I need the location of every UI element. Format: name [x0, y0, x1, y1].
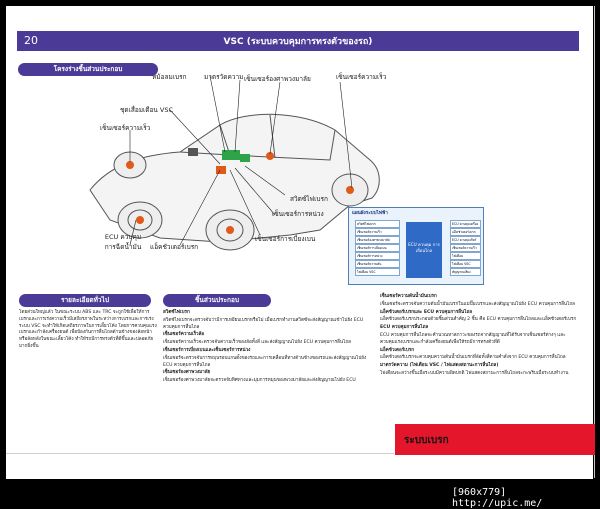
component-text: แอ็คชัวเตอร์เบรกจะควบคุมความดันน้ำมันเบรกที่ล้อทั้งสี่ตามคำสั่งจาก ECU ควบคุมการลื่นไถล: [380, 355, 566, 361]
general-details-heading: รายละเอียดทั่วไป: [19, 294, 151, 307]
component-heading: สวิตซ์ไฟเบรก: [163, 310, 190, 315]
component-layout-heading: โครงร่างชิ้นส่วนประกอบ: [18, 63, 158, 76]
diagram-input: เซ็นเซอร์ความดัน: [355, 260, 400, 268]
diagram-title: แผนผังระบบไฟฟ้า: [352, 211, 388, 216]
component-text: เซ็นเซอร์จะตรวจจับการหมุนรอบแกนตั้งของรถและการเคลื่อนที่ทางด้านข้างของรถและส่งสัญญาณไปยัง ECU ควบคุมการลื่นไถล: [163, 355, 367, 368]
component-heading: แอ็คชัวเตอร์เบรก: [380, 347, 415, 353]
component-text: แอ็คชัวเตอร์เบรกประกอบด้วยชิ้นส่วนสำคัญ 2 ชิ้น คือ ECU ควบคุมการลื่นไถลและแอ็คชัวเตอร์เบรก: [380, 317, 577, 323]
footer-chapter-label: ระบบเบรก: [404, 435, 449, 446]
electrical-system-diagram: [348, 207, 484, 285]
page-edge-line: [594, 6, 595, 478]
component-text: เซ็นเซอร์องศาพวงมาลัยจะตรวจจับทิศทางและมุมการหมุนของพวงมาลัยและส่งสัญญาณไปยัง ECU: [163, 378, 356, 384]
component-heading: มาตรวัดความ (ไฟเตือน VSC / ไฟแสดงสถานะการลื่นไถล): [380, 363, 499, 369]
diagram-input: ไฟเตือน VSC: [355, 268, 400, 276]
component-text: เซ็นเซอร์ความเร็วจะตรวจจับความเร็วของล้อทั้งสี่ และส่งสัญญาณไปยัง ECU ควบคุมการลื่นไถล: [163, 340, 351, 346]
car-illustration: [70, 70, 390, 255]
diagram-output: ECU ควบคุมเครื่อง: [450, 220, 481, 228]
diagram-input: เซ็นเซอร์การหน่วง: [355, 252, 400, 260]
label-brake-light-switch: สวิตซ์ไฟเบรก: [290, 195, 328, 203]
component-text: ECU ควบคุมการลื่นไถลจะคำนวณหาสภาวะของรถจากสัญญาณที่ได้รับจากเซ็นเซอร์ต่างๆ และควบคุมแรงเบรกและกำลังเครื่องยนต์เพื่อให้รถมีการทรงตัวที่ดี: [380, 332, 566, 345]
diagram-output: ไฟเตือน: [450, 252, 481, 260]
label-yaw-rate-meter: มาตรวัดความ: [204, 73, 244, 81]
right-text-column: [380, 294, 580, 379]
label-brake-booster: หม้อลมเบรก: [152, 73, 187, 81]
label-speed-sensor-front-right: เซ็นเซอร์ความเร็ว: [336, 73, 387, 81]
component-heading: เซ็นเซอร์การเบี่ยงเบนและเซ็นเซอร์การหน่วง: [163, 347, 251, 353]
diagram-output: สัญญาณเสียง: [450, 268, 481, 276]
label-yaw-sensor: เซ็นเซอร์การเบี่ยงเบน: [255, 235, 316, 243]
component-text: เซ็นเซอร์จะตรวจจับความดันน้ำมันเบรกในแม่ปั๊มเบรกและส่งสัญญาณไปยัง ECU ควบคุมการลื่นไถล: [380, 301, 575, 307]
component-text: สวิตซ์ไฟเบรกจะตรวจจับว่ามีการเหยียบเบรกหรือไม่ เมื่อเบรกทำงานสวิตซ์จะส่งสัญญาณเข้าไปยัง ECU ควบคุมการลื่นไถล: [163, 317, 364, 330]
component-text: ไฟเตือนจะสว่างขึ้นเมื่อระบบมีความผิดปกติ ไฟแสดงสถานะการลื่นไถลจะกะพริบเมื่อระบบทำงาน: [380, 370, 569, 376]
footer-chapter-tab: [395, 424, 595, 455]
diagram-output: เซ็นเซอร์ความเร็ว: [450, 244, 481, 252]
page-header: [17, 31, 579, 51]
diagram-input: เซ็นเซอร์องศาพวงมาลัย: [355, 236, 400, 244]
footer-divider: [6, 453, 394, 454]
label-deceleration-sensor: เซ็นเซอร์การหน่วง: [272, 210, 324, 218]
component-heading: ECU ควบคุมการลื่นไถล: [380, 325, 429, 331]
general-details-text: โดยส่วนใหญ่แล้ว ในขณะระบบ ABS และ TRC จะถูกใช้เพื่อให้การเบรกและการเร่งความเร็วมีเสถียรภาพในระหว่างการเบรกและการเร่ง ระบบ VSC จะทำให้เกิดเสถียรภาพในการเลี้ยวโค้ง โดยการควบคุมแรงเบรกและกำลังเครื่องยนต์ เพื่อป้องกันการลื่นไถลด้านข้างของล้อหน้าหรือล้อหลังในขณะเลี้ยวโค้ง ทำให้รถมีการทรงตัวที่ดีขึ้นและปลอดภัยมากยิ่งขึ้น: [19, 310, 157, 349]
page-number: 20: [24, 34, 38, 47]
diagram-output: ไฟเตือน VSC: [450, 260, 481, 268]
page-title: VSC (ระบบควบคุมการทรงตัวของรถ): [223, 37, 373, 47]
label-brake-actuator: แอ็คชัวเตอร์เบรก: [150, 243, 199, 251]
component-heading: เซ็นเซอร์ความเร็วล้อ: [163, 332, 205, 338]
component-heading: แอ็คชัวเตอร์เบรกและ ECU ควบคุมการลื่นไถล: [380, 309, 473, 315]
diagram-input: เซ็นเซอร์ความเร็ว: [355, 228, 400, 236]
diagram-input: เซ็นเซอร์การเบี่ยงเบน: [355, 244, 400, 252]
diagram-output: ECU ควบคุมเกียร์: [450, 236, 481, 244]
diagram-ecu-label: ECU ควบคุม การเลื่อนไถล: [408, 242, 440, 253]
diagram-ecu-block: [406, 222, 442, 278]
label-engine-ecu: ECU ควบคุม การฉีดน้ำมัน: [104, 233, 142, 251]
image-credit: [960x779] http://upic.me/: [452, 487, 543, 509]
components-column: [163, 310, 373, 386]
component-heading: เซ็นเซอร์องศาพวงมาลัย: [163, 370, 211, 376]
components-heading: ชิ้นส่วนประกอบ: [163, 294, 271, 307]
diagram-input: สวิตซ์ไฟเบรก: [355, 220, 400, 228]
diagram-output: แอ็คชัวเตอร์เบรก: [450, 228, 481, 236]
component-heading: เซ็นเซอร์ความดันน้ำมันเบรก: [380, 294, 437, 299]
label-speed-sensor-front-left: เซ็นเซอร์ความเร็ว: [100, 124, 151, 132]
label-vsc-warning-unit: ชุดเสื่อมเตือน VSC: [120, 106, 173, 114]
label-steering-sensor: เซ็นเซอร์องศาพวงมาลัย: [244, 75, 311, 83]
